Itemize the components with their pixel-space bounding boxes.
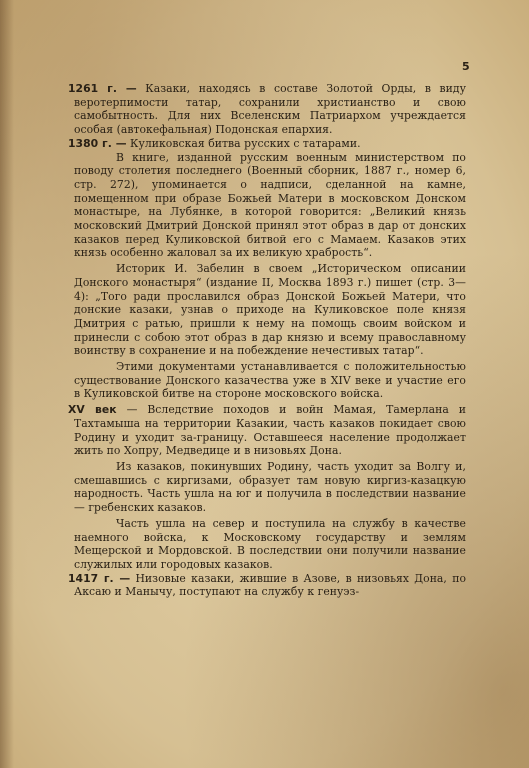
entry-1417 (68, 571, 466, 599)
document-body (68, 82, 466, 599)
page-binding-shadow (0, 0, 14, 768)
page-number: 5 (462, 60, 470, 73)
entry-1261 (68, 82, 466, 137)
entry-xv-century (68, 403, 466, 458)
paragraph-volga: Из казаков, покинувших Родину, часть уходит за Волгу и, смешавшись с киргизами, образует там новую киргиз-казацкую народность. Часть ушла на юг и получила в последствии название — гребенских казаков. (74, 459, 466, 515)
entry-text: Куликовская битва русских с татарами. (126, 136, 361, 150)
paragraph-north: Часть ушла на север и поступила на службу в качестве наемного войска, к Московскому государству и землям Мещерской и Мордовской. В последствии они получили название служилых или городовых казаков. (74, 516, 466, 571)
entry-year: 1417 г. — (68, 571, 131, 585)
entry-year: 1261 г. — (68, 82, 137, 95)
entry-text: — Вследствие походов и войн Мамая, Тамерлана и Тахтамыша на территории Казакии, часть казаков покидает свою Родину и уходит за-границу. Оставшееся население продолжает жить по Хопру, Медведице и в низовьях Дона. (74, 403, 466, 458)
entry-text: Низовые казаки, жившие в Азове, в низовьях Дона, по Аксаю и Манычу, поступают на службу к генуэз- (74, 571, 466, 599)
entry-1380 (68, 136, 466, 151)
entry-year: XV век (68, 403, 117, 417)
entry-year: 1380 г. — (68, 136, 127, 150)
paragraph-zabelin: Историк И. Забелин в своем „Историческом описании Донского монастыря“ (издание II, Москва 1893 г.) пишет (стр. 3—4): „Того ради прославился образ Донской Божьей Матери, что донские казаки, узнав о приходе на Куликовское поле князя Дмитрия с ратью, пришли к нему на помощь своим войском и принесли с собою этот образ в дар князю и всему православному воинству в сохранение и на побеждение нечестивых татар“. (74, 262, 466, 358)
entry-text: Казаки, находясь в составе Золотой Орды, в виду веротерпимости татар, сохранили христианство и свою самобытность. Для них Вселенским Патриархом учреждается особая (автокефальная) Подонская епархия. (74, 82, 466, 137)
paragraph-documents: Этими документами устанавливается с положительностью существование Донского казачества уже в XIV веке и участие его в Куликовской битве на стороне московского войска. (74, 360, 466, 401)
paragraph-military-book: В книге, изданной русским военным министерством по поводу столетия последнего (Военный сборник, 1887 г., номер 6, стр. 272), упоминается о надписи, сделанной на камне, помещенном при образе Божьей Матери в московском Донском монастыре, на Лубянке, в которой говорится: „Великий князь московский Дмитрий Донской принял этот образ в дар от донских казаков перед Куликовской битвой его с Мамаем. Казаков этих князь особенно жаловал за их великую храбрость“. (74, 150, 466, 260)
